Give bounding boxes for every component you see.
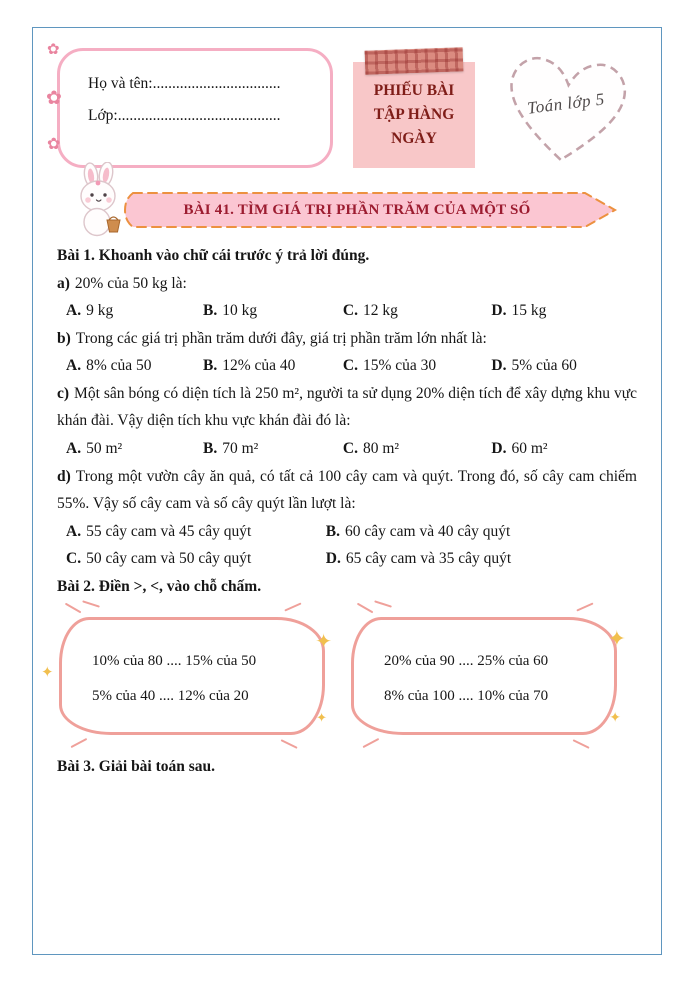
question-text: Một sân bóng có diện tích là 250 m², người ta sử dụng 20% diện tích để xây dựng khu vực khán đài. Vậy diện tích khu vực khán đài đó là: bbox=[57, 384, 637, 430]
worksheet-body bbox=[41, 242, 637, 780]
question-label: b) bbox=[57, 329, 71, 347]
option-letter: C. bbox=[66, 550, 82, 568]
grade-badge-heart bbox=[495, 48, 637, 170]
squiggle-decoration bbox=[374, 600, 392, 608]
sparkle-icon: ✦ bbox=[609, 710, 621, 726]
squiggle-decoration bbox=[280, 739, 297, 749]
question-text: Trong một vườn cây ăn quả, có tất cả 100 cây cam và quýt. Trong đó, số cây cam chiếm 55%. Vậy số cây cam và số cây quýt lần lượt là: bbox=[57, 467, 637, 513]
option-text: 65 cây cam và 35 cây quýt bbox=[345, 550, 512, 568]
exercise2-heading: Bài 2. Điền >, <, vào chỗ chấm. bbox=[57, 577, 262, 595]
header-row bbox=[46, 42, 637, 170]
sheet-title-box bbox=[353, 62, 475, 168]
page-border-frame bbox=[32, 27, 662, 955]
option-text: 50 cây cam và 50 cây quýt bbox=[86, 550, 252, 568]
flower-icon: ✿ bbox=[46, 88, 62, 109]
squiggle-decoration bbox=[576, 602, 593, 612]
question-text: 20% của 50 kg là: bbox=[74, 274, 187, 292]
option-letter: C. bbox=[342, 440, 358, 458]
exercise1-heading: Bài 1. Khoanh vào chữ cái trước ý trả lời đúng. bbox=[57, 247, 370, 264]
option-letter: C. bbox=[342, 357, 358, 375]
option-a bbox=[66, 297, 203, 325]
squiggle-decoration bbox=[70, 738, 87, 749]
option-letter: D. bbox=[491, 357, 507, 375]
question-b bbox=[57, 325, 637, 353]
option-c bbox=[343, 435, 491, 463]
option-letter: A. bbox=[66, 357, 82, 375]
option-text: 50 m² bbox=[86, 440, 123, 458]
student-info-box bbox=[46, 42, 333, 168]
grade-badge-text: Toán lớp 5 bbox=[526, 89, 606, 118]
option-b bbox=[203, 297, 343, 325]
sparkle-icon: ✦ bbox=[316, 709, 327, 725]
option-letter: D. bbox=[491, 302, 507, 320]
question-d-options bbox=[57, 518, 637, 573]
class-field[interactable]: Lớp:.......................................... bbox=[88, 107, 281, 124]
question-c bbox=[57, 380, 637, 435]
option-c bbox=[343, 297, 491, 325]
option-text: 15 kg bbox=[511, 302, 547, 320]
question-a-options bbox=[57, 297, 637, 325]
squiggle-decoration bbox=[357, 602, 374, 613]
option-text: 5% của 60 bbox=[511, 357, 577, 375]
squiggle-decoration bbox=[362, 738, 379, 749]
flower-icon: ✿ bbox=[47, 42, 60, 58]
option-text: 70 m² bbox=[222, 440, 259, 458]
washi-tape-decoration bbox=[365, 47, 464, 74]
bunny-illustration bbox=[71, 162, 127, 243]
squiggle-decoration bbox=[82, 600, 100, 608]
sheet-title-line: NGÀY bbox=[391, 130, 437, 148]
question-label: d) bbox=[57, 467, 71, 485]
option-letter: D. bbox=[325, 550, 341, 568]
option-b bbox=[203, 352, 343, 380]
lesson-banner-row bbox=[57, 190, 637, 234]
sheet-title-line: TẬP HÀNG bbox=[373, 106, 455, 124]
option-letter: B. bbox=[203, 440, 218, 458]
sheet-title-block bbox=[353, 62, 475, 168]
squiggle-decoration bbox=[284, 602, 301, 612]
option-text: 8% của 50 bbox=[86, 357, 152, 375]
question-text: Trong các giá trị phần trăm dưới đây, giá trị phần trăm lớn nhất là: bbox=[75, 329, 487, 347]
option-c bbox=[343, 352, 491, 380]
squiggle-decoration bbox=[572, 739, 589, 749]
option-d bbox=[491, 435, 637, 463]
option-d bbox=[326, 545, 637, 573]
question-a bbox=[57, 270, 637, 298]
option-a bbox=[66, 518, 326, 546]
option-letter: A. bbox=[66, 302, 82, 320]
option-text: 60 cây cam và 40 cây quýt bbox=[345, 522, 511, 540]
lesson-title: BÀI 41. TÌM GIÁ TRỊ PHẦN TRĂM CỦA MỘT SỐ bbox=[183, 201, 531, 218]
option-letter: D. bbox=[491, 440, 507, 458]
question-label: c) bbox=[57, 384, 70, 402]
comparison-frame-2 bbox=[351, 617, 626, 735]
sparkle-icon: ✦ bbox=[315, 630, 332, 653]
option-letter: B. bbox=[203, 357, 218, 375]
flower-icon: ✿ bbox=[47, 136, 61, 153]
option-letter: B. bbox=[325, 522, 341, 540]
option-text: 55 cây cam và 45 cây quýt bbox=[86, 522, 252, 540]
option-text: 9 kg bbox=[86, 302, 114, 320]
option-text: 10 kg bbox=[222, 302, 258, 320]
option-letter: B. bbox=[203, 302, 218, 320]
comparison-line[interactable]: 20% của 90 .... 25% của 60 bbox=[384, 652, 549, 669]
option-text: 60 m² bbox=[511, 440, 548, 458]
comparison-frame-1 bbox=[41, 617, 332, 735]
option-c bbox=[66, 545, 326, 573]
option-text: 12% của 40 bbox=[222, 357, 296, 375]
exercise2-frames bbox=[41, 617, 637, 735]
comparison-line[interactable]: 10% của 80 .... 15% của 50 bbox=[92, 652, 257, 669]
option-text: 80 m² bbox=[363, 440, 400, 458]
option-letter: A. bbox=[66, 522, 82, 540]
question-b-options bbox=[57, 352, 637, 380]
comparison-line[interactable]: 8% của 100 .... 10% của 70 bbox=[384, 687, 549, 704]
question-d bbox=[57, 463, 637, 518]
sparkle-icon: ✦ bbox=[607, 625, 626, 651]
option-text: 15% của 30 bbox=[363, 357, 437, 375]
option-d bbox=[491, 352, 637, 380]
option-b bbox=[203, 435, 343, 463]
exercise3-heading: Bài 3. Giải bài toán sau. bbox=[57, 757, 216, 775]
comparison-line[interactable]: 5% của 40 .... 12% của 20 bbox=[92, 687, 249, 704]
lesson-title-banner bbox=[121, 190, 621, 230]
sparkle-icon: ✦ bbox=[41, 664, 54, 681]
option-b bbox=[326, 518, 637, 546]
option-a bbox=[66, 435, 203, 463]
option-a bbox=[66, 352, 203, 380]
option-d bbox=[491, 297, 637, 325]
squiggle-decoration bbox=[65, 602, 82, 613]
option-letter: A. bbox=[66, 440, 82, 458]
option-letter: C. bbox=[342, 302, 358, 320]
name-field[interactable]: Họ và tên:................................. bbox=[88, 75, 281, 92]
sheet-title-line: PHIẾU BÀI bbox=[373, 82, 455, 99]
question-label: a) bbox=[57, 274, 70, 292]
option-text: 12 kg bbox=[363, 302, 398, 320]
question-c-options bbox=[57, 435, 637, 463]
